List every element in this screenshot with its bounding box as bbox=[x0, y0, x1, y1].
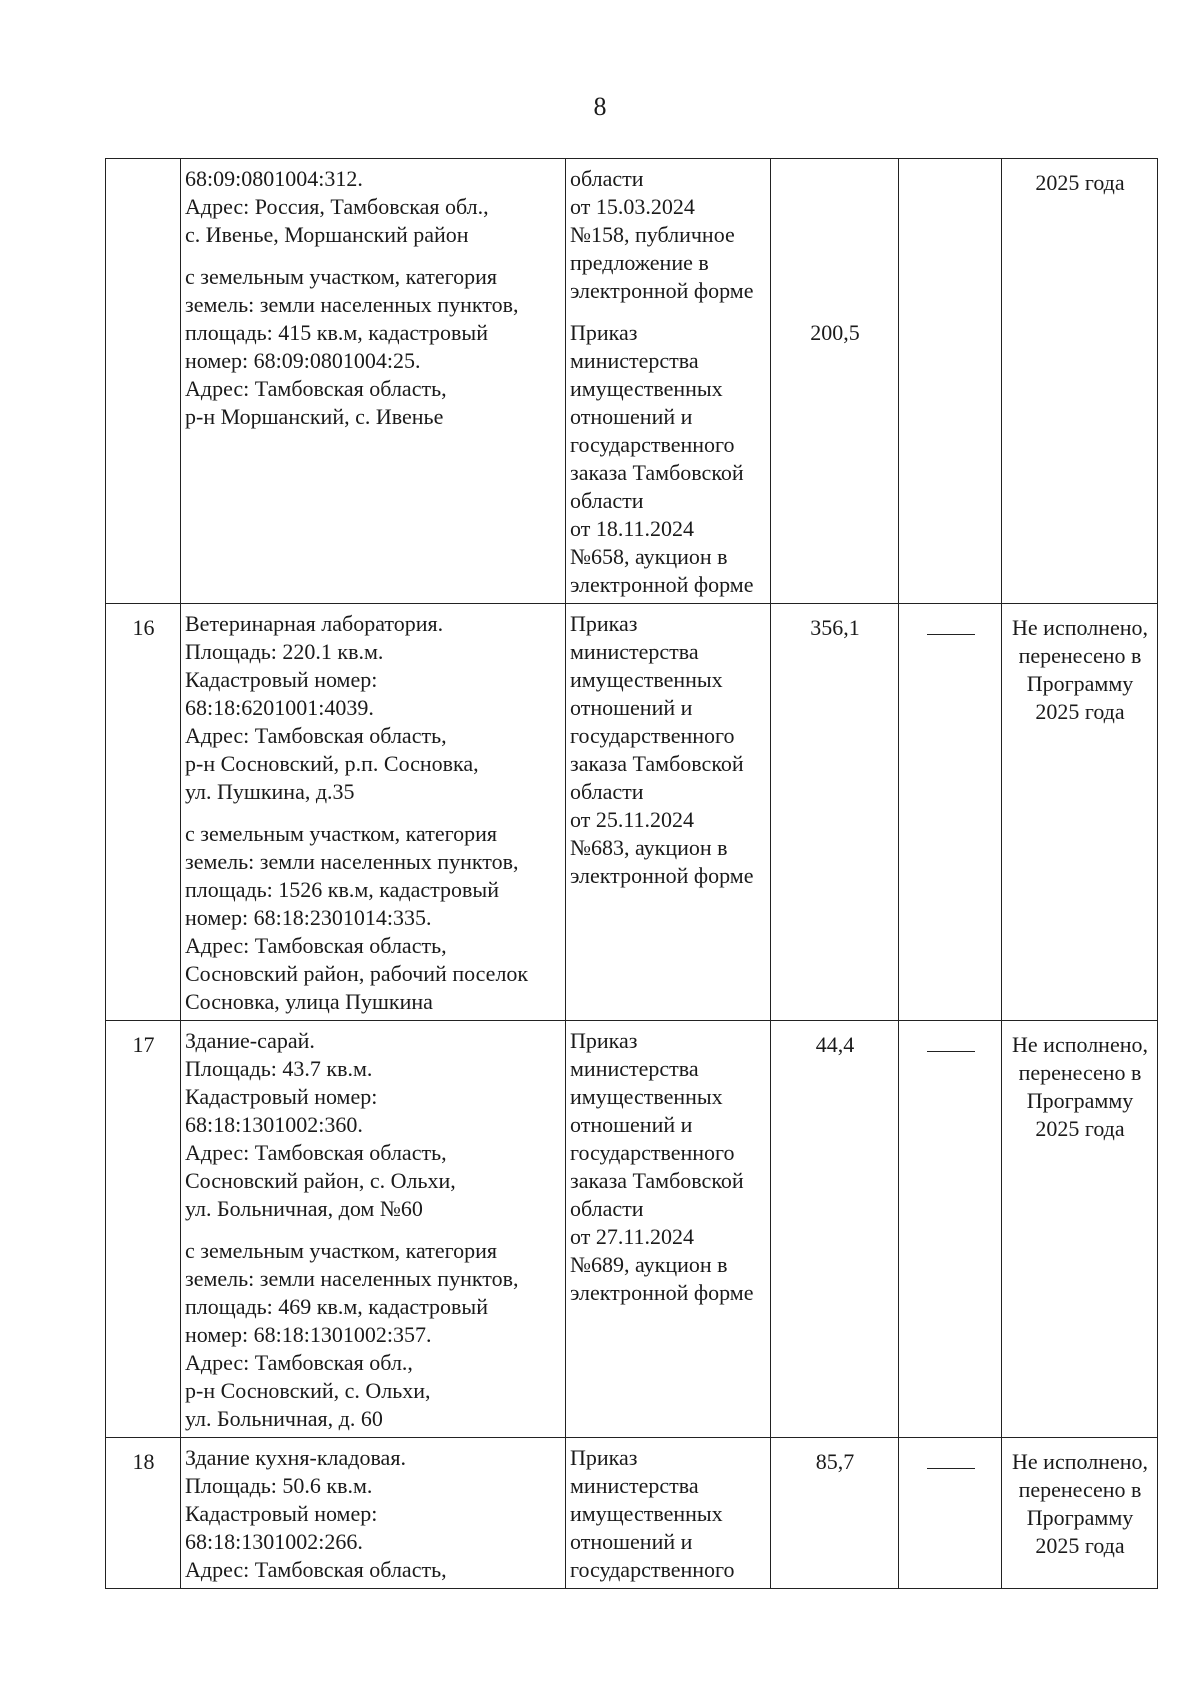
text-line: 68:18:1301002:266. bbox=[185, 1529, 363, 1554]
text-line: Не исполнено, bbox=[1012, 1449, 1148, 1474]
text-line: №158, публичное bbox=[570, 222, 735, 247]
status-note-cell bbox=[1002, 159, 1158, 604]
text-line: предложение в bbox=[570, 250, 709, 275]
text-line: заказа Тамбовской bbox=[570, 1168, 744, 1193]
dash-mark bbox=[927, 1468, 975, 1469]
text-line: Сосновский район, рабочий поселок bbox=[185, 961, 529, 986]
text-line: Программу bbox=[1026, 1505, 1134, 1530]
table-row bbox=[106, 159, 1158, 604]
text-line: р-н Моршанский, с. Ивенье bbox=[185, 404, 444, 429]
table-row bbox=[106, 604, 1158, 1021]
text-line: министерства bbox=[570, 1056, 699, 1081]
text-line: ул. Пушкина, д.35 bbox=[185, 779, 355, 804]
text-line: от 18.11.2024 bbox=[570, 516, 695, 541]
row-number-cell: 16 bbox=[106, 604, 181, 1021]
text-line: земель: земли населенных пунктов, bbox=[185, 849, 519, 874]
text-line: Адрес: Тамбовская область, bbox=[185, 933, 447, 958]
text-line: от 15.03.2024 bbox=[570, 194, 695, 219]
text-line: области bbox=[570, 166, 644, 191]
text-line: р-н Сосновский, с. Ольхи, bbox=[185, 1378, 431, 1403]
text-line: Приказ bbox=[570, 1445, 638, 1470]
table-row bbox=[106, 1438, 1158, 1589]
text-line: с. Ивенье, Моршанский район bbox=[185, 222, 469, 247]
text-line: отношений и bbox=[570, 1529, 693, 1554]
text-line: отношений и bbox=[570, 404, 693, 429]
text-line: Адрес: Тамбовская область, bbox=[185, 376, 447, 401]
text-line: Кадастровый номер: bbox=[185, 667, 378, 692]
text-line: Сосновский район, с. Ольхи, bbox=[185, 1168, 456, 1193]
text-line: 68:18:6201001:4039. bbox=[185, 695, 374, 720]
text-line: Площадь: 43.7 кв.м. bbox=[185, 1056, 373, 1081]
text-line: Приказ bbox=[570, 611, 638, 636]
text-line: Сосновка, улица Пушкина bbox=[185, 989, 433, 1014]
decision-document-cell bbox=[566, 604, 771, 1021]
text-line: Кадастровый номер: bbox=[185, 1501, 378, 1526]
decision-document-cell bbox=[566, 1021, 771, 1438]
object-description-cell bbox=[181, 604, 566, 1021]
text-line: заказа Тамбовской bbox=[570, 751, 744, 776]
text-line: 2025 года bbox=[1035, 1533, 1125, 1558]
object-description-cell bbox=[181, 1021, 566, 1438]
text-line: электронной форме bbox=[570, 1280, 754, 1305]
text-line: с земельным участком, категория bbox=[185, 821, 497, 846]
text-line: номер: 68:09:0801004:25. bbox=[185, 348, 421, 373]
text-line: 68:09:0801004:312. bbox=[185, 166, 363, 191]
text-line: перенесено в bbox=[1018, 1060, 1142, 1085]
text-line: номер: 68:18:2301014:335. bbox=[185, 905, 432, 930]
text-line: Не исполнено, bbox=[1012, 615, 1148, 640]
text-line: №689, аукцион в bbox=[570, 1252, 728, 1277]
paragraph-gap bbox=[185, 1223, 562, 1237]
text-line: Адрес: Тамбовская обл., bbox=[185, 1350, 413, 1375]
text-line: области bbox=[570, 488, 644, 513]
text-line: министерства bbox=[570, 348, 699, 373]
text-line: площадь: 469 кв.м, кадастровый bbox=[185, 1294, 488, 1319]
text-line: земель: земли населенных пунктов, bbox=[185, 292, 519, 317]
value-text: 356,1 bbox=[810, 615, 860, 640]
text-line: №658, аукцион в bbox=[570, 544, 728, 569]
decision-document-cell bbox=[566, 159, 771, 604]
decision-document-cell bbox=[566, 1438, 771, 1589]
text-line: 68:18:1301002:360. bbox=[185, 1112, 363, 1137]
text-line: области bbox=[570, 779, 644, 804]
text-line: 2025 года bbox=[1035, 170, 1125, 195]
object-description-cell bbox=[181, 159, 566, 604]
status-note-cell bbox=[1002, 1438, 1158, 1589]
value-cell bbox=[771, 1021, 899, 1438]
text-line: 2025 года bbox=[1035, 699, 1125, 724]
text-line: государственного bbox=[570, 432, 735, 457]
text-line: площадь: 415 кв.м, кадастровый bbox=[185, 320, 488, 345]
text-line: Программу bbox=[1026, 671, 1134, 696]
objects-table bbox=[105, 158, 1158, 1589]
text-line: отношений и bbox=[570, 1112, 693, 1137]
dash-mark bbox=[927, 1051, 975, 1052]
dash-cell bbox=[899, 604, 1002, 1021]
page-number: 8 bbox=[593, 92, 607, 121]
status-note-cell bbox=[1002, 604, 1158, 1021]
dash-cell bbox=[899, 159, 1002, 604]
text-line: Приказ bbox=[570, 320, 638, 345]
text-line: от 25.11.2024 bbox=[570, 807, 695, 832]
text-line: Площадь: 50.6 кв.м. bbox=[185, 1473, 373, 1498]
text-line: электронной форме bbox=[570, 863, 754, 888]
value-text: 200,5 bbox=[810, 320, 860, 345]
text-line: государственного bbox=[570, 1557, 735, 1582]
paragraph-gap bbox=[185, 806, 562, 820]
dash-cell bbox=[899, 1021, 1002, 1438]
text-line: Кадастровый номер: bbox=[185, 1084, 378, 1109]
text-line: отношений и bbox=[570, 695, 693, 720]
text-line: имущественных bbox=[570, 376, 723, 401]
object-description-cell bbox=[181, 1438, 566, 1589]
text-line: Программу bbox=[1026, 1088, 1134, 1113]
text-line: электронной форме bbox=[570, 278, 754, 303]
row-number-cell: 18 bbox=[106, 1438, 181, 1589]
text-line: Площадь: 220.1 кв.м. bbox=[185, 639, 384, 664]
value-cell bbox=[771, 159, 899, 604]
value-text: 85,7 bbox=[815, 1449, 855, 1474]
text-line: перенесено в bbox=[1018, 643, 1142, 668]
text-line: имущественных bbox=[570, 1501, 723, 1526]
text-line: р-н Сосновский, р.п. Сосновка, bbox=[185, 751, 479, 776]
text-line: ул. Больничная, д. 60 bbox=[185, 1406, 383, 1431]
text-line: государственного bbox=[570, 1140, 735, 1165]
text-line: Приказ bbox=[570, 1028, 638, 1053]
row-number-cell bbox=[106, 159, 181, 604]
status-note-cell bbox=[1002, 1021, 1158, 1438]
text-line: Адрес: Тамбовская область, bbox=[185, 723, 447, 748]
text-line: Адрес: Тамбовская область, bbox=[185, 1557, 447, 1582]
text-line: номер: 68:18:1301002:357. bbox=[185, 1322, 432, 1347]
text-line: 2025 года bbox=[1035, 1116, 1125, 1141]
text-line: электронной форме bbox=[570, 572, 754, 597]
text-line: министерства bbox=[570, 639, 699, 664]
text-line: Адрес: Тамбовская область, bbox=[185, 1140, 447, 1165]
text-line: земель: земли населенных пунктов, bbox=[185, 1266, 519, 1291]
text-line: от 27.11.2024 bbox=[570, 1224, 695, 1249]
text-line: площадь: 1526 кв.м, кадастровый bbox=[185, 877, 499, 902]
text-line: с земельным участком, категория bbox=[185, 1238, 497, 1263]
dash-mark bbox=[927, 634, 975, 635]
text-line: области bbox=[570, 1196, 644, 1221]
text-line: имущественных bbox=[570, 667, 723, 692]
text-line: Не исполнено, bbox=[1012, 1032, 1148, 1057]
text-line: Здание кухня-кладовая. bbox=[185, 1445, 406, 1470]
text-line: с земельным участком, категория bbox=[185, 264, 497, 289]
dash-cell bbox=[899, 1438, 1002, 1589]
paragraph-gap bbox=[570, 305, 767, 319]
text-line: Ветеринарная лаборатория. bbox=[185, 611, 444, 636]
text-line: перенесено в bbox=[1018, 1477, 1142, 1502]
value-text: 44,4 bbox=[815, 1032, 855, 1057]
value-cell bbox=[771, 604, 899, 1021]
table-row bbox=[106, 1021, 1158, 1438]
value-cell bbox=[771, 1438, 899, 1589]
text-line: ул. Больничная, дом №60 bbox=[185, 1196, 423, 1221]
text-line: министерства bbox=[570, 1473, 699, 1498]
text-line: государственного bbox=[570, 723, 735, 748]
text-line: заказа Тамбовской bbox=[570, 460, 744, 485]
text-line: имущественных bbox=[570, 1084, 723, 1109]
text-line: №683, аукцион в bbox=[570, 835, 728, 860]
row-number-cell: 17 bbox=[106, 1021, 181, 1438]
paragraph-gap bbox=[185, 249, 562, 263]
text-line: Здание-сарай. bbox=[185, 1028, 315, 1053]
text-line: Адрес: Россия, Тамбовская обл., bbox=[185, 194, 489, 219]
